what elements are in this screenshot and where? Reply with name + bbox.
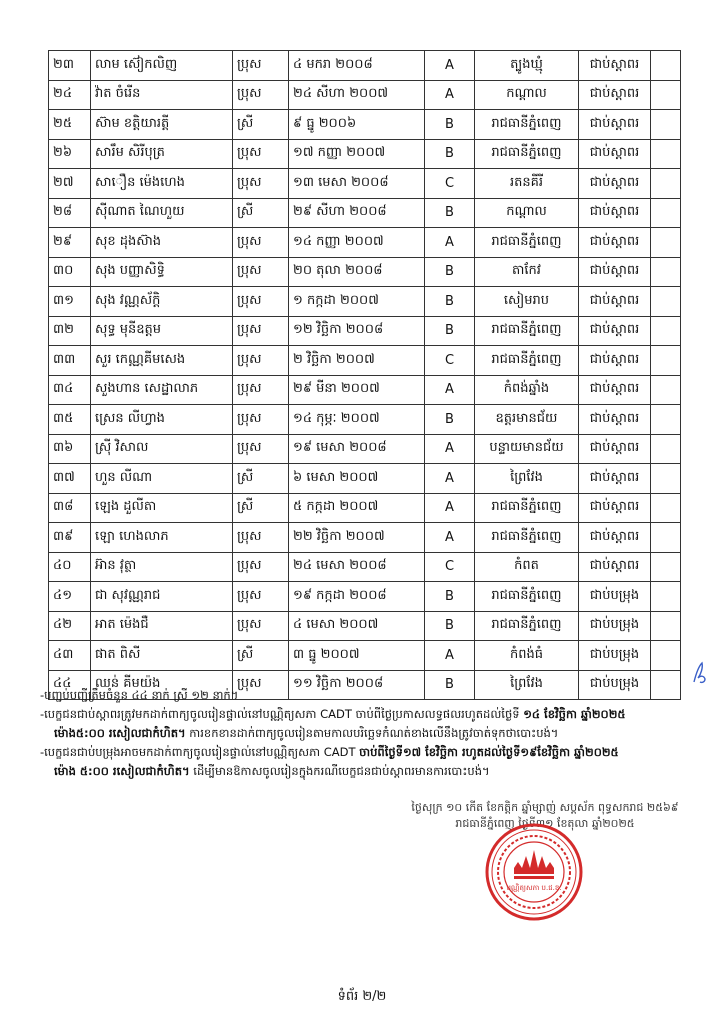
row-number: ៤២ [49, 611, 91, 641]
student-sex: ប្រុស [233, 523, 289, 553]
extra-cell [651, 611, 681, 641]
row-number: ៣៨ [49, 493, 91, 523]
student-name: ផាត ពិសី [91, 641, 233, 671]
province: កំពង់ឆ្នាំង [475, 375, 579, 405]
date-of-birth: ២៩ សីហា ២០០៨ [289, 198, 425, 228]
date-of-birth: ១៣ មេសា ២០០៨ [289, 169, 425, 199]
date-of-birth: ៤ មករា ២០០៨ [289, 51, 425, 81]
student-name: សុង បញ្ញាសិទ្ធិ [91, 257, 233, 287]
date-of-birth: ៤ មេសា ២០០៧ [289, 611, 425, 641]
table-row [49, 405, 681, 435]
result-status: ជាប់ស្ដាពរ [579, 80, 651, 110]
row-number: ៣៣ [49, 346, 91, 376]
note-reserve-end: ដើម្បីមានឱកាសចូលរៀនក្នុងករណីបេក្ខជនជាប់ស្ដាពរមានការបោះបង់។ [193, 764, 490, 778]
student-name: សាឿន ម៉េងហេង [91, 169, 233, 199]
province: រាជធានីភ្នំពេញ [475, 582, 579, 612]
table-row [49, 552, 681, 582]
note-reserve [40, 743, 700, 762]
province: តាកែវ [475, 257, 579, 287]
exam-grade: C [425, 552, 475, 582]
row-number: ៤៤ [49, 670, 91, 700]
result-status: ជាប់ស្ដាពរ [579, 434, 651, 464]
student-sex: ប្រុស [233, 346, 289, 376]
date-of-birth: ២៩ មីនា ២០០៧ [289, 375, 425, 405]
note-main-cont [40, 724, 700, 743]
student-name: ស៊ាម ខត្តិយារត្តី [91, 110, 233, 140]
date-of-birth: ២៤ មេសា ២០០៨ [289, 552, 425, 582]
student-sex: ប្រុស [233, 611, 289, 641]
student-sex: ស្រី [233, 464, 289, 494]
exam-grade: A [425, 51, 475, 81]
province: កណ្ដាល [475, 198, 579, 228]
extra-cell [651, 523, 681, 553]
row-number: ២៦ [49, 139, 91, 169]
result-status: ជាប់ស្ដាពរ [579, 464, 651, 494]
student-sex: ស្រី [233, 198, 289, 228]
result-status: ជាប់ស្ដាពរ [579, 375, 651, 405]
date-of-birth: ១៩ កក្កដា ២០០៨ [289, 582, 425, 612]
lunar-date: ថ្ងៃសុក្រ ១០ កើត ខែកត្តិក ឆ្នាំម្សាញ់ សប្តស័ក ពុទ្ធសករាជ ២៥៦៩ [411, 801, 679, 814]
student-sex: ប្រុស [233, 228, 289, 258]
student-sex: ប្រុស [233, 434, 289, 464]
exam-grade: A [425, 80, 475, 110]
result-status: ជាប់ស្ដាពរ [579, 523, 651, 553]
province: រាជធានីភ្នំពេញ [475, 346, 579, 376]
place-date: រាជធានីភ្នំពេញ ថ្ងៃទី៣១ ខែតុលា ឆ្នាំ២០២៥ [455, 817, 635, 830]
table-row [49, 139, 681, 169]
result-status: ជាប់បម្រុង [579, 611, 651, 641]
table-row [49, 434, 681, 464]
province: ព្រៃវែង [475, 464, 579, 494]
results-table [48, 50, 681, 700]
student-name: ស្រេន លីហ្វាង [91, 405, 233, 435]
table-row [49, 611, 681, 641]
province: រាជធានីភ្នំពេញ [475, 611, 579, 641]
table-row [49, 198, 681, 228]
result-status: ជាប់ស្ដាពរ [579, 228, 651, 258]
row-number: ៣២ [49, 316, 91, 346]
result-status: ជាប់ស្ដាពរ [579, 316, 651, 346]
student-name: ស៊ីណាត ណៃហួយ [91, 198, 233, 228]
student-sex: ប្រុស [233, 139, 289, 169]
date-of-birth: ២២ វិច្ឆិកា ២០០៧ [289, 523, 425, 553]
student-name: អ៊ាន វុត្ថា [91, 552, 233, 582]
province: សៀមរាប [475, 287, 579, 317]
extra-cell [651, 51, 681, 81]
province: រាជធានីភ្នំពេញ [475, 316, 579, 346]
note-reserve-period: ចាប់ពីថ្ងៃទី១៧ ខែវិច្ឆិកា រហូតដល់ថ្ងៃទី១៩ខែវិច្ឆិកា ឆ្នាំ២០២៥ [359, 745, 619, 759]
row-number: ៣៩ [49, 523, 91, 553]
extra-cell [651, 464, 681, 494]
date-of-birth: ៩ ធ្នូ ២០០៦ [289, 110, 425, 140]
table-row [49, 375, 681, 405]
exam-grade: B [425, 287, 475, 317]
note-main-intro: -បេក្ខជនជាប់ស្ដាពរត្រូវមកដាក់ពាក្យចូលរៀនផ្ទាល់នៅបណ្ណិត្យសភា CADT ចាប់ពីថ្ងៃប្រកាសលទ្ធផលរហូតដល់ថ្ងៃទី [40, 707, 520, 721]
result-status: ជាប់ស្ដាពរ [579, 139, 651, 169]
student-sex: ប្រុស [233, 257, 289, 287]
province: ព្រៃវែង [475, 670, 579, 700]
row-number: ៤៣ [49, 641, 91, 671]
student-sex: ប្រុស [233, 670, 289, 700]
student-name: សួរ កេណ្ណគីមសេង [91, 346, 233, 376]
note-total: -បញ្ជប់បញ្ជីត្រឹមចំនួន ៤៤ នាក់ ស្រី ១២ នាក់។ [40, 688, 239, 702]
date-of-birth: ១៤ កញ្ញា ២០០៧ [289, 228, 425, 258]
table-row [49, 257, 681, 287]
student-name: វ៉ាត ចំរើន [91, 80, 233, 110]
table-row [49, 493, 681, 523]
exam-grade: A [425, 464, 475, 494]
exam-grade: A [425, 228, 475, 258]
extra-cell [651, 346, 681, 376]
result-status: ជាប់បម្រុង [579, 582, 651, 612]
student-sex: ស្រី [233, 110, 289, 140]
table-row [49, 80, 681, 110]
exam-grade: A [425, 641, 475, 671]
student-sex: ប្រុស [233, 169, 289, 199]
exam-grade: B [425, 316, 475, 346]
extra-cell [651, 641, 681, 671]
exam-grade: B [425, 110, 475, 140]
extra-cell [651, 316, 681, 346]
date-of-birth: ១៧ កញ្ញា ២០០៧ [289, 139, 425, 169]
note-main-deadline: ១៤ ខែវិច្ឆិកា ឆ្នាំ២០២៥ [523, 707, 626, 721]
exam-grade: A [425, 375, 475, 405]
student-name: សារឹម សិរីបុត្រ [91, 139, 233, 169]
official-stamp [484, 822, 584, 922]
result-status: ជាប់បម្រុង [579, 641, 651, 671]
extra-cell [651, 375, 681, 405]
result-status: ជាប់ស្ដាពរ [579, 287, 651, 317]
extra-cell [651, 110, 681, 140]
student-sex: ប្រុស [233, 316, 289, 346]
date-of-birth: ១ កក្កដា ២០០៧ [289, 287, 425, 317]
province: រតនគីរី [475, 169, 579, 199]
date-of-birth: ២០ តុលា ២០០៨ [289, 257, 425, 287]
student-name: សុង វណ្ណស័ក្តិ [91, 287, 233, 317]
row-number: ៤០ [49, 552, 91, 582]
results-table-body [49, 51, 681, 700]
row-number: ៣០ [49, 257, 91, 287]
extra-cell [651, 493, 681, 523]
row-number: ២៤ [49, 80, 91, 110]
extra-cell [651, 287, 681, 317]
province: រាជធានីភ្នំពេញ [475, 110, 579, 140]
result-status: ជាប់ស្ដាពរ [579, 169, 651, 199]
date-of-birth: ៥ កក្កដា ២០០៧ [289, 493, 425, 523]
extra-cell [651, 198, 681, 228]
initial-mark [690, 660, 710, 686]
student-name: សុខ ដុងស៊ាង [91, 228, 233, 258]
province: កំពត [475, 552, 579, 582]
province: កំពង់ធំ [475, 641, 579, 671]
date-of-birth: ១៩ មេសា ២០០៨ [289, 434, 425, 464]
student-name: សុទ្ធ មុនីឧត្តម [91, 316, 233, 346]
student-name: ជា សុវណ្ណរាជ [91, 582, 233, 612]
extra-cell [651, 552, 681, 582]
student-name: ហួន លីណា [91, 464, 233, 494]
student-name: ឡោ ហេងលាភ [91, 523, 233, 553]
result-status: ជាប់ស្ដាពរ [579, 346, 651, 376]
date-of-birth: ២ វិច្ឆិកា ២០០៧ [289, 346, 425, 376]
note-main-time: ម៉ោង៥:០០ រសៀលជាកំហិត។ [54, 726, 186, 740]
extra-cell [651, 434, 681, 464]
row-number: ៤១ [49, 582, 91, 612]
province: រាជធានីភ្នំពេញ [475, 493, 579, 523]
student-name: ឡេង ដួលីតា [91, 493, 233, 523]
result-status: ជាប់ស្ដាពរ [579, 51, 651, 81]
row-number: ២៧ [49, 169, 91, 199]
student-sex: ប្រុស [233, 552, 289, 582]
date-of-birth: ១៤ កុម្ភៈ ២០០៧ [289, 405, 425, 435]
exam-grade: B [425, 198, 475, 228]
province: រាជធានីភ្នំពេញ [475, 523, 579, 553]
student-sex: ស្រី [233, 641, 289, 671]
row-number: ២៣ [49, 51, 91, 81]
stamp-text: បណ្ណិត្យសភា ប.ជ.ឌ. [506, 884, 562, 892]
result-status: ជាប់ស្ដាពរ [579, 110, 651, 140]
exam-grade: B [425, 139, 475, 169]
row-number: ៣៤ [49, 375, 91, 405]
extra-cell [651, 80, 681, 110]
table-row [49, 346, 681, 376]
exam-grade: B [425, 257, 475, 287]
result-status: ជាប់ស្ដាពរ [579, 257, 651, 287]
extra-cell [651, 582, 681, 612]
row-number: ២៥ [49, 110, 91, 140]
row-number: ៣៧ [49, 464, 91, 494]
note-reserve-time: ម៉ោង ៥:០០ រសៀលជាកំហិត។ [54, 764, 190, 778]
province: រាជធានីភ្នំពេញ [475, 228, 579, 258]
date-of-birth: ២៤ សីហា ២០០៧ [289, 80, 425, 110]
table-row [49, 287, 681, 317]
table-row [49, 51, 681, 81]
table-row [49, 641, 681, 671]
province: បន្ទាយមានជ័យ [475, 434, 579, 464]
extra-cell [651, 405, 681, 435]
extra-cell [651, 139, 681, 169]
student-sex: ប្រុស [233, 80, 289, 110]
date-of-birth: ៦ មេសា ២០០៧ [289, 464, 425, 494]
row-number: ២៩ [49, 228, 91, 258]
exam-grade: A [425, 493, 475, 523]
exam-grade: B [425, 611, 475, 641]
student-name: អាត ម៉េងជឺ [91, 611, 233, 641]
row-number: ៣៥ [49, 405, 91, 435]
result-status: ជាប់ស្ដាពរ [579, 493, 651, 523]
note-reserve-cont [40, 762, 700, 781]
student-name: ឈន់ គីមយ៉ង [91, 670, 233, 700]
page-number: ទំព័រ ២/២ [337, 989, 387, 1004]
student-sex: ស្រី [233, 493, 289, 523]
student-sex: ប្រុស [233, 582, 289, 612]
province: ត្បូងឃ្មុំ [475, 51, 579, 81]
result-status: ជាប់ស្ដាពរ [579, 405, 651, 435]
row-number: ៣៦ [49, 434, 91, 464]
note-main [40, 705, 700, 724]
row-number: ២៨ [49, 198, 91, 228]
note-reserve-intro: -បេក្ខជនជាប់បម្រុងអាចមកដាក់ពាក្យចូលរៀនផ្ទាល់នៅបណ្ណិត្យសភា CADT [40, 745, 356, 759]
student-name: លាម ស៊ៀកលិញ [91, 51, 233, 81]
table-row [49, 110, 681, 140]
student-name: ស្រ៊ី វិសាល [91, 434, 233, 464]
student-name: សួងហាន សេដ្ឋាលាភ [91, 375, 233, 405]
province: កណ្ដាល [475, 80, 579, 110]
result-status: ជាប់ស្ដាពរ [579, 552, 651, 582]
exam-grade: A [425, 434, 475, 464]
table-row [49, 464, 681, 494]
table-row [49, 169, 681, 199]
result-status: ជាប់បម្រុង [579, 670, 651, 700]
province: ឧត្តរមានជ័យ [475, 405, 579, 435]
exam-grade: B [425, 670, 475, 700]
date-of-birth: ១១ វិច្ឆិកា ២០០៨ [289, 670, 425, 700]
result-status: ជាប់ស្ដាពរ [579, 198, 651, 228]
notes-section [40, 686, 700, 781]
student-sex: ប្រុស [233, 51, 289, 81]
table-row [49, 523, 681, 553]
exam-grade: A [425, 523, 475, 553]
extra-cell [651, 169, 681, 199]
exam-grade: B [425, 582, 475, 612]
exam-grade: B [425, 405, 475, 435]
row-number: ៣១ [49, 287, 91, 317]
student-sex: ប្រុស [233, 375, 289, 405]
extra-cell [651, 257, 681, 287]
table-row [49, 316, 681, 346]
table-row [49, 228, 681, 258]
date-of-birth: ៣ ធ្នូ ២០០៧ [289, 641, 425, 671]
note-main-warning: ការខកខានដាក់ពាក្យចូលរៀនតាមកាលបរិច្ឆេទកំណត់ខាងលើនឹងត្រូវចាត់ទុកថាបោះបង់។ [189, 726, 559, 740]
extra-cell [651, 228, 681, 258]
table-row [49, 582, 681, 612]
student-sex: ប្រុស [233, 405, 289, 435]
exam-grade: C [425, 346, 475, 376]
exam-grade: C [425, 169, 475, 199]
province: រាជធានីភ្នំពេញ [475, 139, 579, 169]
student-sex: ប្រុស [233, 287, 289, 317]
date-of-birth: ១២ វិច្ឆិកា ២០០៨ [289, 316, 425, 346]
